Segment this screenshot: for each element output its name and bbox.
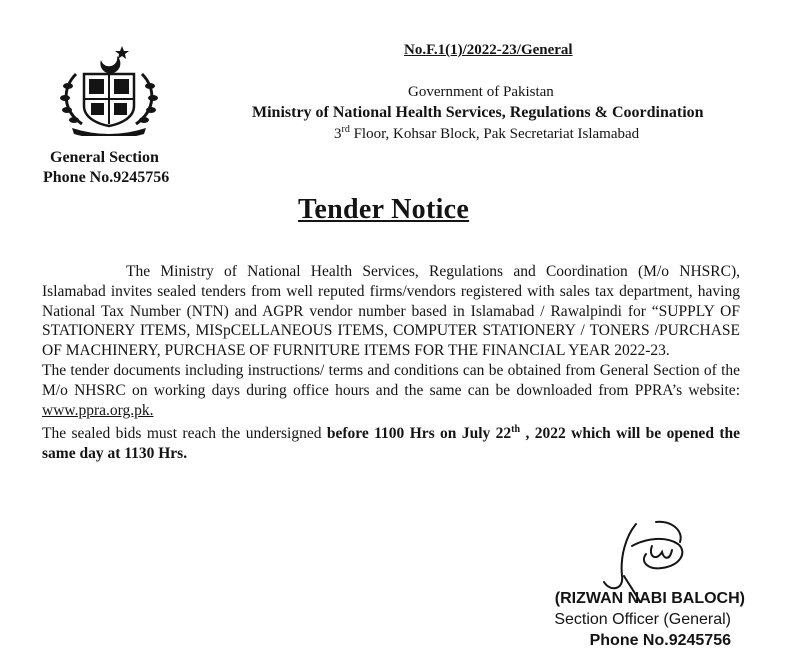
signatory-designation: Section Officer (General) <box>554 611 731 628</box>
government-line: Government of Pakistan <box>408 84 554 100</box>
paragraph-documents: The tender documents including instructions/ terms and conditions can be obtained from General Section of the M/o NHSRC on working days during office hours and the same can be downloaded from PPRA’s website: www.ppra.org.pk. <box>42 361 740 419</box>
signatory-phone: Phone No.9245756 <box>589 632 731 649</box>
signatory-block <box>520 588 745 651</box>
paragraph-invitation: The Ministry of National Health Services, Regulations and Coordination (M/o NHSRC), Islamabad invites sealed tenders from well reputed firms/vendors registered with sales tax department, having National Tax Number (NTN) and AGPR vendor number based in Islamabad / Rawalpindi for “SUPPLY OF STATIONERY ITEMS, MISpCELLANEOUS ITEMS, COMPUTER STATIONERY / TONERS /PURCHASE OF MACHINERY, PURCHASE OF FURNITURE ITEMS FOR THE FINANCIAL YEAR 2022-23. <box>42 263 740 360</box>
page-title: Tender Notice <box>298 194 470 225</box>
section-phone: Phone No.9245756 <box>43 169 170 186</box>
section-info <box>43 148 170 188</box>
ppra-website-link[interactable]: www.ppra.org.pk. <box>42 401 154 419</box>
notice-body <box>42 262 740 464</box>
ministry-name: Ministry of National Health Services, Regulations & Coordination <box>252 104 704 121</box>
signatory-name: (RIZWAN NABI BALOCH) <box>554 590 745 607</box>
section-name: General Section <box>50 149 159 166</box>
state-emblem-icon <box>54 44 164 136</box>
ministry-address: 3rd Floor, Kohsar Block, Pak Secretariat Islamabad <box>334 124 640 142</box>
paragraph-deadline: The sealed bids must reach the undersigned before 1100 Hrs on July 22th , 2022 which will be opened the same day at 1130 Hrs. <box>42 424 740 463</box>
reference-number: No.F.1(1)/2022-23/General <box>404 42 573 58</box>
